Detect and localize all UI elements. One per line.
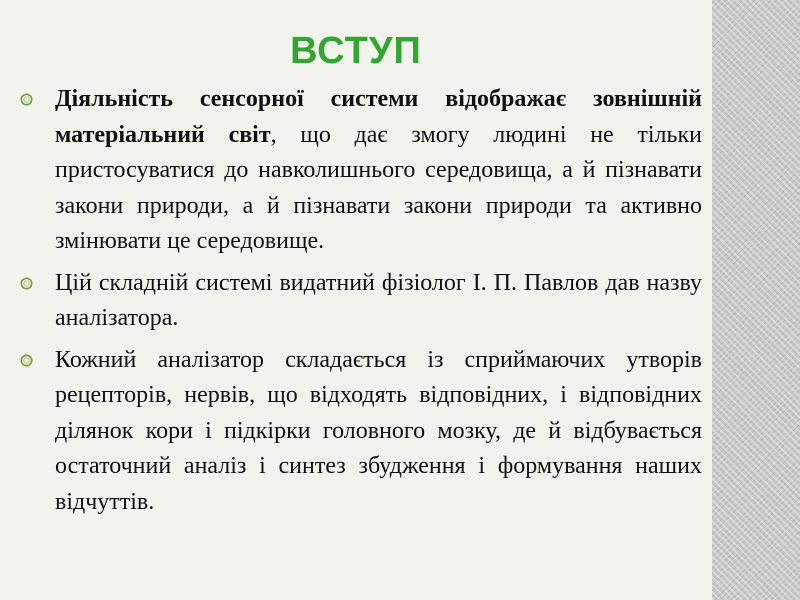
- list-item: [20, 343, 702, 521]
- item-bold-text: Діяльність сенсорної системи відображає зовнішній матеріальний світ: [55, 86, 702, 148]
- slide-title: ВСТУП: [290, 30, 422, 72]
- item-text: Цій складній системі видатний фізіолог І. П. Павлов дав назву аналізатора.: [55, 269, 702, 331]
- list-item: [20, 82, 702, 260]
- item-text: Кожний аналізатор складається із сприймаючих утворів рецепторів, нервів, що відходять відповідних, і відповідних ділянок кори і підкірки головного мозку, де й відбувається остаточний аналіз і синтез збудження і формування наших відчуттів.: [55, 346, 702, 515]
- bullet-list: [20, 82, 702, 526]
- ring-bullet-icon: [20, 93, 33, 106]
- decorative-side-stripe: [712, 0, 800, 600]
- list-item: [20, 266, 702, 337]
- ring-bullet-icon: [20, 354, 33, 367]
- ring-bullet-icon: [20, 277, 33, 290]
- item-text: , що дає змогу людині не тільки пристосуватися до навколишнього середовища, а й пізнавати закони природи, а й пізнавати закони природи та активно змінювати це середовище.: [55, 121, 702, 254]
